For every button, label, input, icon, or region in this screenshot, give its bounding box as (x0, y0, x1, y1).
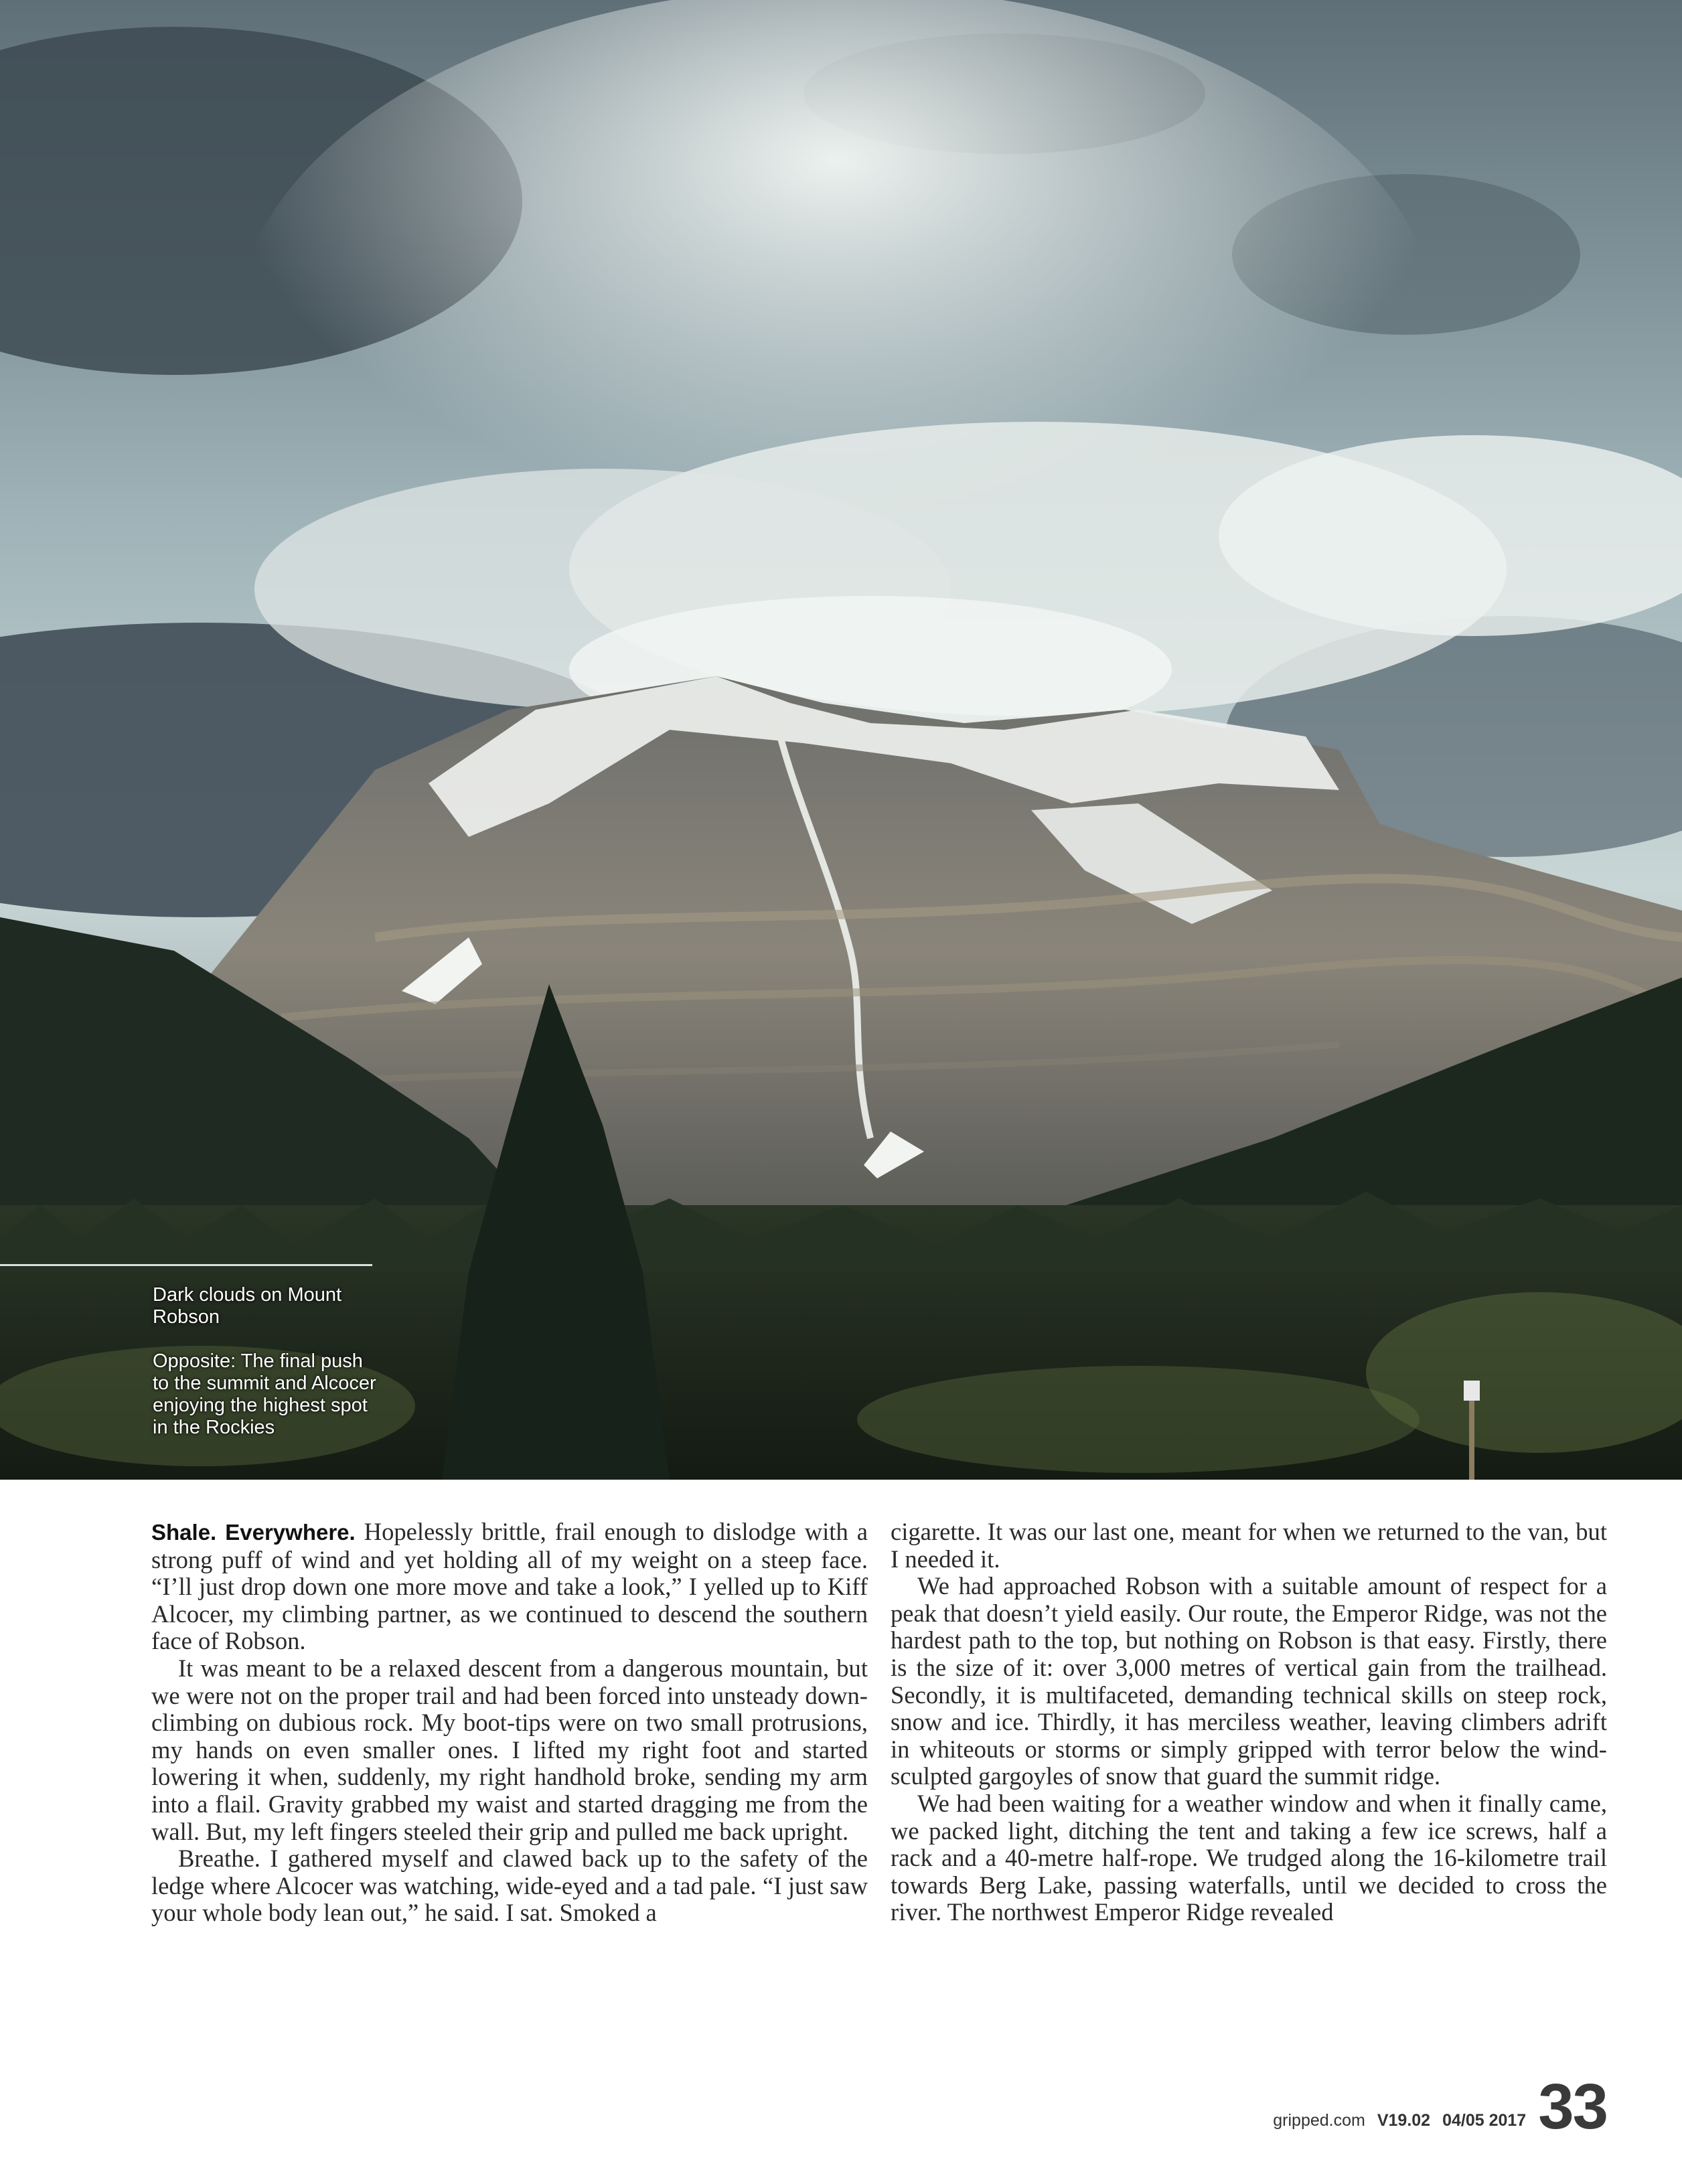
paragraph: It was meant to be a relaxed descent from a dangerous mountain, but we were not on the proper trail and had been forced into unsteady down-climbing on dubious rock. My boot-tips were on two small protrusions, my hands on even smaller ones. I lifted my right foot and started lowering it when, suddenly, my right handhold broke, sending my arm into a flail. Gravity grabbed my waist and started dragging me from the wall. But, my left fingers steeled their grip and pulled me back upright. (151, 1654, 868, 1845)
lead-in: Shale. Everywhere. (151, 1520, 356, 1545)
caption-opposite: Opposite: The final push to the summit and Alcocer enjoying the highest spot in the Rockies (153, 1350, 376, 1438)
caption-main: Dark clouds on Mount Robson (153, 1284, 342, 1328)
page-number: 33 (1538, 2071, 1607, 2142)
article-column-left (151, 1518, 868, 1927)
footer-volume: V19.02 (1377, 2111, 1431, 2130)
paragraph-text: Hopelessly brittle, frail enough to dislodge with a strong puff of wind and yet holding all of my weight on a steep face. “I’ll just drop down one more move and take a look,” I yelled up to Kiff Alcocer, my climbing partner, as we continued to descend the southern face of Robson. (151, 1518, 868, 1655)
caption-rule (0, 1264, 372, 1266)
page-footer (1273, 2070, 1607, 2142)
photo-caption (153, 1284, 380, 1439)
paragraph: cigarette. It was our last one, meant for when we returned to the van, but I needed it. (891, 1518, 1607, 1573)
paragraph (151, 1518, 868, 1655)
paragraph: Breathe. I gathered myself and clawed back up to the safety of the ledge where Alcocer was watching, wide-eyed and a tad pale. “I just saw your whole body lean out,” he said. I sat. Smoked a (151, 1845, 868, 1927)
footer-site: gripped.com (1273, 2111, 1365, 2130)
paragraph: We had been waiting for a weather window and when it finally came, we packed light, ditching the tent and taking a few ice screws, half a rack and a 40-metre half-rope. We trudged along the 16-kilometre trail towards Berg Lake, passing waterfalls, until we decided to cross the river. The northwest Emperor Ridge revealed (891, 1789, 1607, 1926)
article-column-right (891, 1518, 1607, 1926)
paragraph: We had approached Robson with a suitable amount of respect for a peak that doesn’t yield easily. Our route, the Emperor Ridge, was not the hardest path to the top, but nothing on Robson is that easy. Firstly, there is the size of it: over 3,000 metres of vertical gain from the trailhead. Secondly, it is multifaceted, demanding technical skills on steep rock, snow and ice. Thirdly, it has merciless weather, leaving climbers adrift in whiteouts or storms or simply gripped with terror below the wind-sculpted gargoyles of snow that guard the summit ridge. (891, 1572, 1607, 1790)
footer-date: 04/05 2017 (1442, 2111, 1527, 2130)
